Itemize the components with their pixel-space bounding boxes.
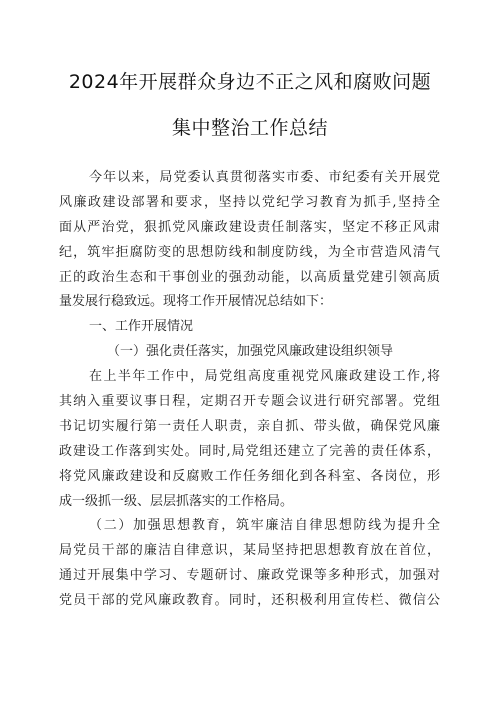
- body-line: 纪，筑牢拒腐防变的思想防线和制度防线，为全市营造风清气: [59, 244, 440, 260]
- body-line: 局党员干部的廉洁自律意识，某局坚持把思想教育放在首位，: [59, 543, 440, 559]
- body-line: 面从严治党，狠抓党风廉政建设责任制落实，坚定不移正风肃: [59, 219, 440, 235]
- body-line: 风廉政建设部署和要求，坚持以党纪学习教育为抓手,坚持全: [59, 194, 440, 210]
- body-line: 今年以来，局党委认真贯彻落实市委、市纪委有关开展党: [89, 170, 440, 185]
- body-line: 党员干部的党风廉政教育。同时，还积极利用宣传栏、微信公: [59, 593, 440, 609]
- body-line: 政建设工作落到实处。同时,局党组还建立了完善的责任体系，: [59, 443, 440, 459]
- section-heading: 一、工作开展情况: [89, 319, 194, 335]
- body-line: 在上半年工作中，局党组高度重视党风廉政建设工作,将: [89, 369, 440, 385]
- body-line: 通过开展集中学习、专题研讨、廉政党课等多种形式，加强对: [59, 568, 440, 584]
- body-line: 量发展行稳致远。现将工作开展情况总结如下：: [59, 294, 333, 310]
- document-title-line-2: 集中整治工作总结: [171, 117, 328, 139]
- document-body: [59, 166, 440, 614]
- subsection-heading: （一）强化责任落实，加强党风廉政建设组织领导: [107, 344, 394, 360]
- body-line: 成一级抓一级、层层抓落实的工作格局。: [59, 493, 294, 509]
- subsection-heading: （二）加强思想教育，筑牢廉洁自律思想防线为提升全: [89, 518, 440, 534]
- body-line: 正的政治生态和干事创业的强劲动能，以高质量党建引领高质: [59, 269, 440, 285]
- body-line: 书记切实履行第一责任人职责，亲自抓、带头做，确保党风廉: [59, 418, 440, 434]
- body-line: 将党风廉政建设和反腐败工作任务细化到各科室、各岗位，形: [59, 468, 440, 484]
- body-line: 其纳入重要议事日程，定期召开专题会议进行研究部署。党组: [59, 394, 440, 410]
- document-title-line-1: 2024年开展群众身边不正之风和腐败问题: [68, 71, 432, 93]
